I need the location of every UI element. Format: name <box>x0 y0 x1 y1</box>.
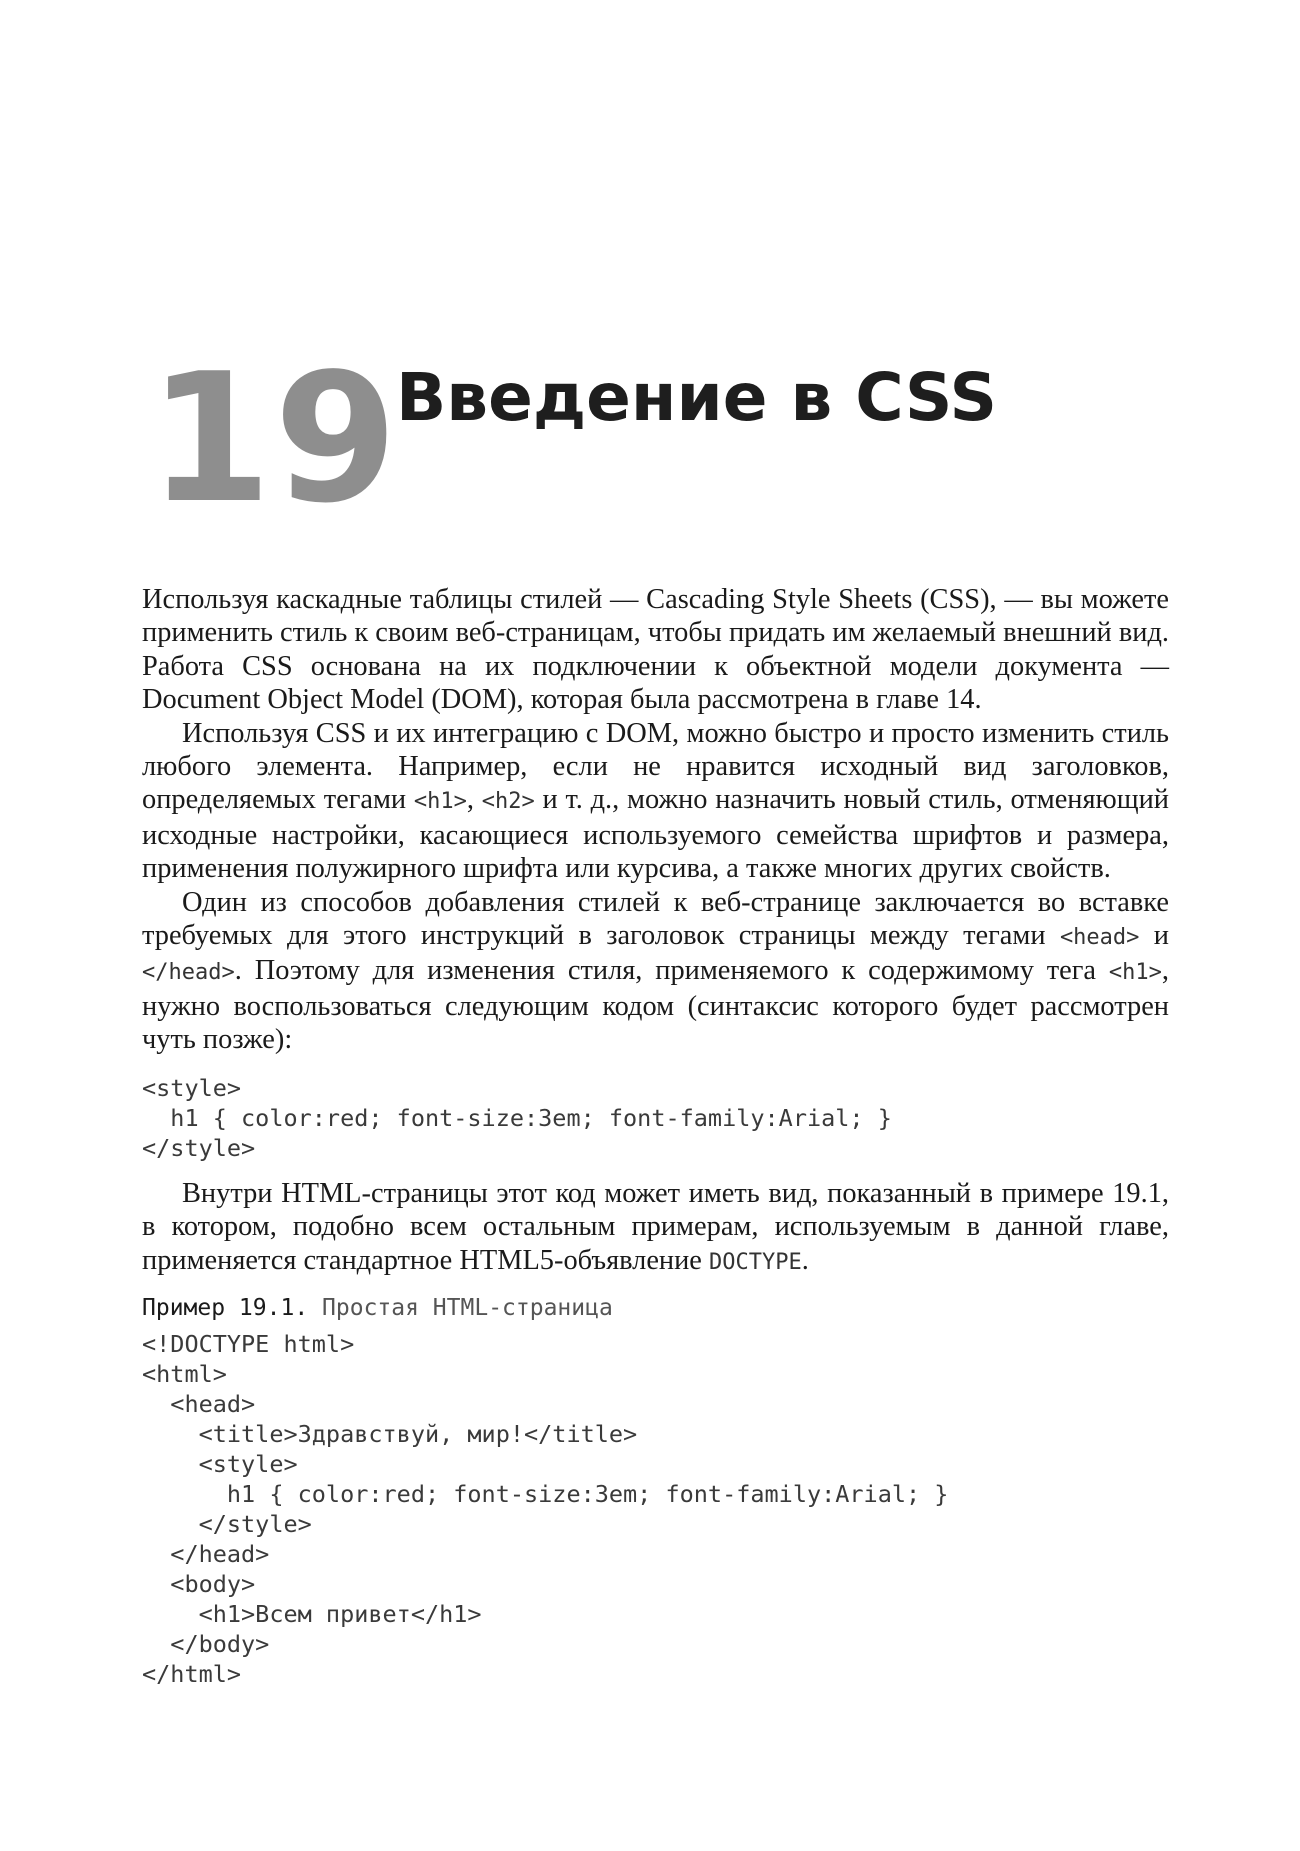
paragraph-text: Используя CSS и их интеграцию с DOM, можно быстро и просто изменить стиль любого элемента. Например, если не нравится исходный вид заголовков, определяемых тегами <box>142 717 1169 816</box>
inline-code: <h2> <box>481 789 535 815</box>
paragraph-text: и <box>1139 920 1169 952</box>
paragraph-html-page <box>142 1177 1169 1279</box>
chapter-body <box>142 583 1169 1689</box>
paragraph-text: . <box>801 1244 809 1276</box>
paragraph-text: , <box>466 784 482 816</box>
listing-title: Простая HTML-страница <box>322 1294 613 1321</box>
paragraph-text: и т. д., можно назначить новый стиль, отменяющий исходные настройки, касающиеся используемого семейства шрифтов и размера, применения полужирного шрифта или курсива, а также многих других свойств. <box>142 784 1169 885</box>
paragraph-add-styles <box>142 886 1169 1057</box>
paragraph-intro: Используя каскадные таблицы стилей — Cascading Style Sheets (CSS), — вы можете применить стиль к своим веб-страницам, чтобы придать им желаемый внешний вид. Работа CSS основана на их подключении к объектной модели документа — Document Object Model (DOM), которая была рассмотрена в главе 14. <box>142 584 1169 716</box>
paragraph-text: , нужно воспользоваться следующим кодом (синтаксис которого будет рассмотрен чуть позже): <box>142 955 1169 1056</box>
inline-code: <h1> <box>1108 960 1162 986</box>
paragraph-dom-integration <box>142 717 1169 886</box>
paragraph-text: . Поэтому для изменения стиля, применяемого к содержимому тега <box>234 955 1109 987</box>
listing-label: Пример 19.1. <box>142 1294 309 1321</box>
inline-code: DOCTYPE <box>709 1249 802 1275</box>
inline-code: </head> <box>142 960 235 986</box>
style-code-snippet: <style> h1 { color:red; font-size:3em; font-family:Arial; } </style> <box>142 1073 892 1162</box>
listing-caption <box>142 1293 1169 1323</box>
inline-code: <h1> <box>413 789 467 815</box>
inline-code: <head> <box>1059 925 1140 951</box>
listing-code: <!DOCTYPE html> <html> <head> <title>Здравствуй, мир!</title> <style> h1 { color:red; font-size:3em; font-family:Arial; } </style> </head> <body> <h1>Всем привет</h1> </body> </html> <box>142 1329 949 1688</box>
chapter-number: 19 <box>148 335 400 542</box>
chapter-title: Введение в CSS <box>396 359 997 436</box>
paragraph-text: Внутри HTML-страницы этот код может иметь вид, показанный в примере 19.1, в котором, подобно всем остальным примерам, используемым в данной главе, применяется стандартное HTML5-объявление <box>142 1177 1169 1276</box>
paragraph-text: Один из способов добавления стилей к веб-странице заключается во вставке требуемых для этого инструкций в заголовок страницы между тегами <box>142 886 1169 952</box>
